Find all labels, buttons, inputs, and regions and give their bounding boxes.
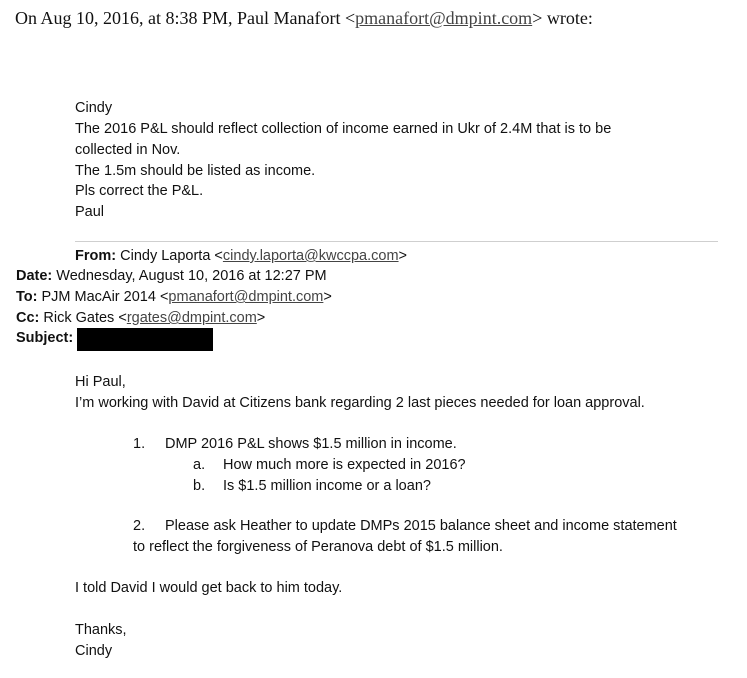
- to-label: To:: [16, 289, 38, 305]
- cc-label: Cc:: [16, 310, 40, 326]
- item-2-line-2: to reflect the forgiveness of Peranova debt of $1.5 million.: [133, 539, 503, 555]
- item-1-number: 1.: [133, 436, 146, 452]
- thanks: Thanks,: [75, 622, 127, 638]
- reply-line-5: Pls correct the P&L.: [75, 183, 204, 199]
- signature: Cindy: [75, 643, 113, 659]
- date-label: Date:: [16, 268, 53, 284]
- item-1a-text: How much more is expected in 2016?: [223, 457, 466, 473]
- cc-name: Rick Gates <: [39, 310, 127, 326]
- reply-signature: Paul: [75, 204, 105, 220]
- from-close: >: [398, 248, 408, 264]
- reply-line-1: Cindy: [75, 100, 113, 116]
- divider: [75, 241, 718, 242]
- closing-line: I told David I would get back to him today.: [75, 580, 343, 596]
- cc-close: >: [256, 310, 266, 326]
- to-email-link[interactable]: pmanafort@dmpint.com: [168, 289, 324, 305]
- item-1b-text: Is $1.5 million income or a loan?: [223, 478, 431, 494]
- header-suffix: > wrote:: [532, 8, 593, 28]
- from-email-link[interactable]: cindy.laporta@kwccpa.com: [222, 248, 399, 264]
- sender-email-link[interactable]: pmanafort@dmpint.com: [355, 8, 533, 28]
- from-row: [75, 248, 407, 264]
- reply-line-3: collected in Nov.: [75, 142, 181, 158]
- quoted-header: [15, 8, 593, 29]
- from-name: Cindy Laporta <: [116, 248, 223, 264]
- cc-email-link[interactable]: rgates@dmpint.com: [126, 310, 257, 326]
- item-1-text: DMP 2016 P&L shows $1.5 million in income.: [165, 436, 457, 452]
- intro-line: I’m working with David at Citizens bank regarding 2 last pieces needed for loan approval.: [75, 395, 645, 411]
- item-1a-label: a.: [193, 457, 206, 473]
- item-2-line-1: Please ask Heather to update DMPs 2015 balance sheet and income statement: [165, 518, 677, 534]
- header-prefix: On Aug 10, 2016, at 8:38 PM, Paul Manafort <: [15, 8, 356, 28]
- redacted-subject: [77, 328, 213, 351]
- to-close: >: [323, 289, 332, 305]
- date-value: Wednesday, August 10, 2016 at 12:27 PM: [52, 268, 327, 284]
- item-2-number: 2.: [133, 518, 146, 534]
- item-1b-label: b.: [193, 478, 206, 494]
- reply-line-2: The 2016 P&L should reflect collection of income earned in Ukr of 2.4M that is to be: [75, 121, 612, 137]
- from-label: From:: [75, 248, 117, 264]
- reply-line-4: The 1.5m should be listed as income.: [75, 163, 316, 179]
- to-row: [16, 289, 332, 305]
- cc-row: [16, 310, 265, 326]
- date-row: [16, 268, 327, 284]
- subject-label: Subject:: [16, 330, 74, 346]
- to-name: PJM MacAir 2014 <: [37, 289, 169, 305]
- greeting: Hi Paul,: [75, 374, 126, 390]
